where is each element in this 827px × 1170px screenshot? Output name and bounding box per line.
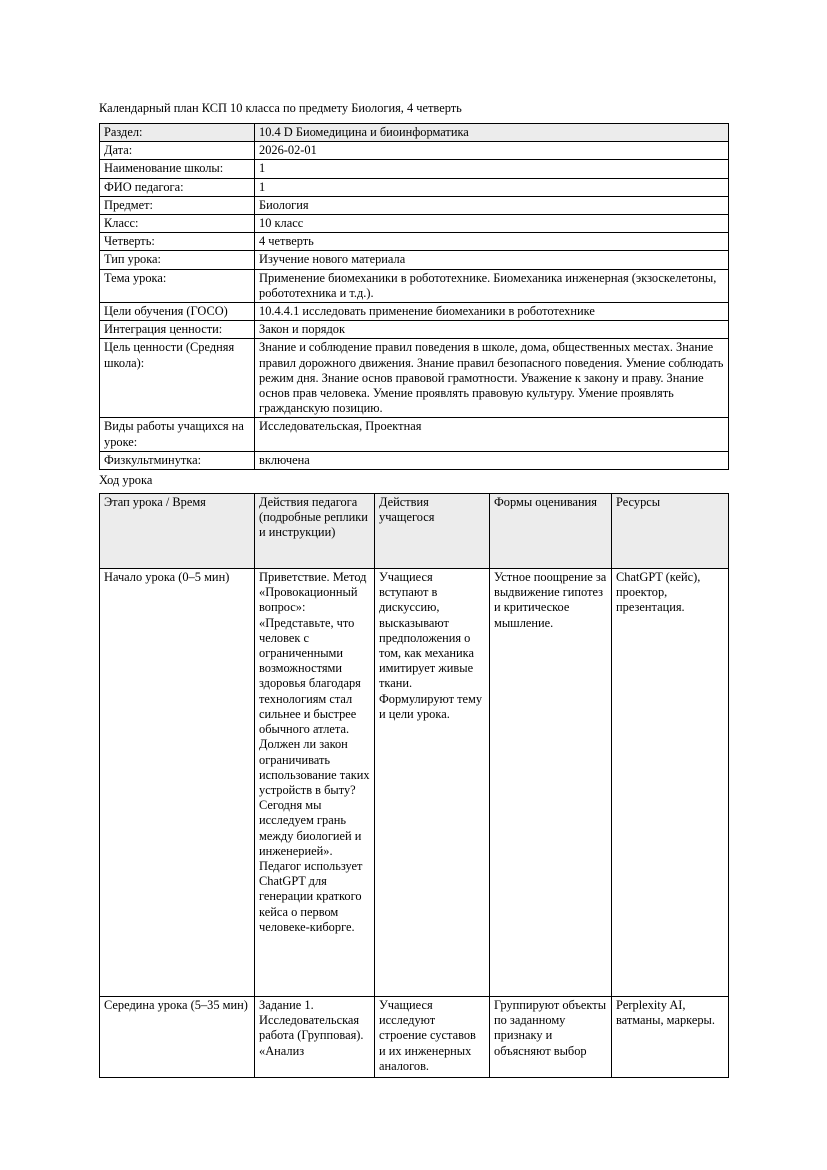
info-row-label: Наименование школы: [100,160,255,178]
info-row-label: Дата: [100,142,255,160]
info-row-value: 1 [255,178,729,196]
info-row-label: Виды работы учащихся на уроке: [100,418,255,451]
document-content [99,101,728,1078]
table-row [100,451,729,469]
stage-cell: Начало урока (0–5 мин) [100,569,255,997]
student-actions-cell: Учащиеся исследуют строение суставов и их инженерных аналогов. [375,997,490,1078]
table-row [100,303,729,321]
table-row [100,196,729,214]
resources-cell: Perplexity AI, ватманы, маркеры. [612,997,729,1078]
info-row-value: Знание и соблюдение правил поведения в школе, дома, общественных местах. Знание правил дорожного движения. Знание правил безопасного поведения. Умение соблюдать режим дня. Знание основ правовой грамотности. Уважение к закону и праву. Знание основ прав человека. Умение проявлять правовую культуру. Умение проявлять гражданскую позицию. [255,339,729,418]
lesson-flow-heading: Ход урока [99,473,153,488]
info-row-value: 10.4.4.1 исследовать применение биомеханики в робототехнике [255,303,729,321]
column-header: Действия учащегося [375,494,490,569]
table-header-row [100,494,729,569]
assessment-cell: Группируют объекты по заданному признаку и объясняют выбор [490,997,612,1078]
resources-cell: ChatGPT (кейс), проектор, презентация. [612,569,729,997]
teacher-actions-cell: Задание 1. Исследовательская работа (Групповая). «Анализ [255,997,375,1078]
table-row [100,418,729,451]
column-header: Формы оценивания [490,494,612,569]
table-row [100,178,729,196]
teacher-actions-cell: Приветствие. Метод «Провокационный вопрос»: «Представьте, что человек с ограниченными возможностями здоровья благодаря технологиям стал сильнее и быстрее обычного атлета. Должен ли закон ограничивать использование таких устройств в быту? Сегодня мы исследуем грань между биологией и инженерией». Педагог использует ChatGPT для генерации краткого кейса о первом человеке-киборге. [255,569,375,997]
info-row-label: Физкультминутка: [100,451,255,469]
info-row-value: Применение биомеханики в робототехнике. Биомеханика инженерная (экзоскелетоны, робототехника и т.д.). [255,269,729,302]
assessment-cell: Устное поощрение за выдвижение гипотез и критическое мышление. [490,569,612,997]
table-row [100,321,729,339]
info-row-value: Биология [255,196,729,214]
info-row-label: Интеграция ценности: [100,321,255,339]
info-row-value: 2026-02-01 [255,142,729,160]
table-row [100,569,729,997]
info-row-label: Раздел: [100,124,255,142]
table-row [100,215,729,233]
table-row [100,251,729,269]
info-row-value: Исследовательская, Проектная [255,418,729,451]
column-header: Этап урока / Время [100,494,255,569]
page-title: Календарный план КСП 10 класса по предмету Биология, 4 четверть [99,101,462,115]
stage-cell: Середина урока (5–35 мин) [100,997,255,1078]
info-row-label: Предмет: [100,196,255,214]
lesson-info-table [99,123,729,470]
info-row-label: Цели обучения (ГОСО) [100,303,255,321]
table-row [100,269,729,302]
table-row [100,124,729,142]
table-row [100,997,729,1078]
column-header: Ресурсы [612,494,729,569]
info-row-label: ФИО педагога: [100,178,255,196]
info-row-value: 1 [255,160,729,178]
student-actions-cell: Учащиеся вступают в дискуссию, высказывают предположения о том, как механика имитирует живые ткани. Формулируют тему и цели урока. [375,569,490,997]
table-row [100,142,729,160]
info-row-value: Изучение нового материала [255,251,729,269]
info-row-label: Тема урока: [100,269,255,302]
column-header: Действия педагога (подробные реплики и инструкции) [255,494,375,569]
lesson-info-body [100,124,729,470]
lesson-flow-table [99,493,729,1078]
table-row [100,160,729,178]
info-row-value: 10 класс [255,215,729,233]
info-row-label: Четверть: [100,233,255,251]
info-row-label: Цель ценности (Средняя школа): [100,339,255,418]
info-row-label: Класс: [100,215,255,233]
info-row-value: включена [255,451,729,469]
info-row-value: 10.4 D Биомедицина и биоинформатика [255,124,729,142]
info-row-value: Закон и порядок [255,321,729,339]
lesson-flow-body [100,494,729,1078]
table-row [100,233,729,251]
info-row-label: Тип урока: [100,251,255,269]
info-row-value: 4 четверть [255,233,729,251]
table-row [100,339,729,418]
